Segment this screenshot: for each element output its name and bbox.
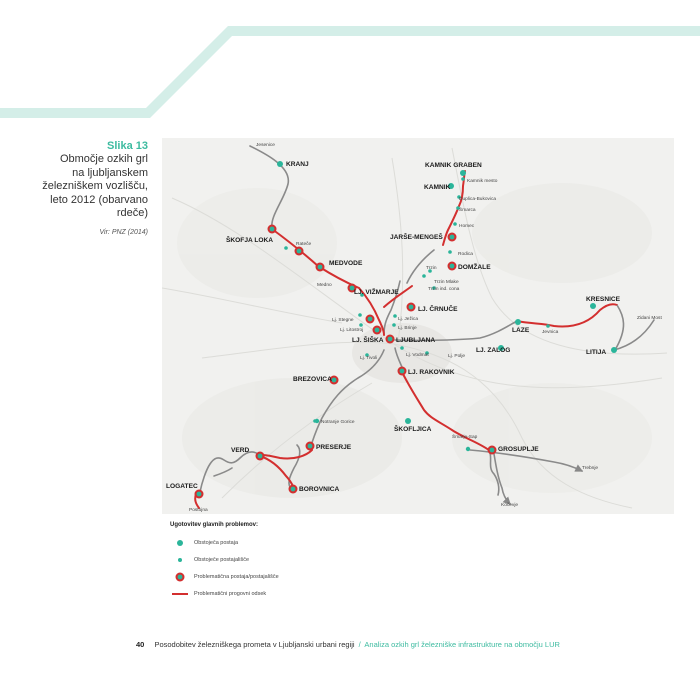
legend-title: Ugotovitev glavnih problemov: — [170, 522, 259, 528]
label-zidani-most: Zidani Most — [637, 316, 662, 321]
footer-separator: / — [358, 640, 361, 649]
label-lj-crnuce: LJ. ČRNUČE — [418, 306, 458, 313]
label-lj-rakovnik: LJ. RAKOVNIK — [408, 369, 455, 376]
station-dot-icon — [174, 537, 186, 549]
label-lj-siska: LJ. ŠIŠKA — [352, 337, 384, 344]
label-skofja-loka: ŠKOFJA LOKA — [226, 237, 274, 244]
label-smarca: Šmarca — [459, 208, 476, 213]
problem-station-icon — [174, 571, 186, 583]
label-ratece: Rateče — [296, 242, 312, 247]
label-lj-zalog: LJ. ZALOG — [476, 347, 511, 354]
railway-map — [162, 138, 674, 514]
label-laze: LAZE — [512, 327, 530, 334]
page-footer — [136, 640, 560, 649]
label-logatec: LOGATEC — [166, 483, 198, 490]
label-verd: VERD — [231, 447, 250, 454]
footer-subtitle: Analiza ozkih grl železniške infrastrukture na območju LUR — [364, 640, 560, 649]
label-lj-jezica: Lj. Ježica — [398, 317, 418, 322]
label-kocevje: Kočevje — [501, 503, 519, 508]
label-medno: Medno — [317, 283, 332, 288]
legend-label: Problematični progovni odsek — [194, 590, 267, 597]
label-medvode: MEDVODE — [329, 260, 363, 267]
legend-label: Problematična postaja/postajališče — [194, 573, 279, 580]
label-trzin-ind-cona: Trzin ind. cona — [428, 287, 460, 292]
label-trebnje: Trebnje — [582, 466, 599, 471]
caption-line: rdeče) — [116, 207, 148, 219]
label-trzin-mlake: Trzin Mlake — [434, 280, 459, 285]
page-number: 40 — [136, 640, 145, 649]
label-lj-vizmarje: LJ. VIŽMARJE — [354, 289, 399, 296]
label-duplica: Duplica-Bukovica — [459, 197, 497, 202]
label-brezovica: BREZOVICA — [293, 376, 332, 383]
halt-dot-icon — [174, 554, 186, 566]
label-lj-vodmat: Lj. Vodmat — [406, 353, 429, 358]
label-notranje-gorice: Notranje Gorice — [321, 420, 355, 425]
legend-item — [170, 585, 370, 602]
figure-caption — [0, 140, 148, 236]
label-rodica: Rodica — [458, 252, 473, 257]
header-banner — [0, 0, 700, 130]
label-skofljica: ŠKOFLJICA — [394, 426, 432, 433]
footer-title: Posodobitev železniškega prometa v Ljubljanski urbani regiji — [154, 640, 355, 649]
legend-label: Obstoječa postaja — [194, 539, 239, 546]
label-kamnik-graben: KAMNIK GRABEN — [425, 162, 482, 169]
label-ljubljana: LJUBLJANA — [396, 337, 436, 344]
problem-line-icon — [171, 588, 189, 600]
caption-line: na ljubljanskem — [72, 166, 148, 179]
legend-item — [170, 568, 370, 585]
label-litija: LITIJA — [586, 349, 607, 356]
label-kresnice: KRESNICE — [586, 296, 621, 303]
caption-text — [0, 153, 148, 221]
caption-title: Slika 13 — [107, 140, 148, 152]
caption-line: Območje ozkih grl — [59, 153, 148, 165]
label-lj-stegne: Lj. Stegne — [332, 318, 354, 323]
label-smarje-sap: Šmarje-Sap — [452, 435, 478, 440]
label-postojna: Postojna — [189, 508, 208, 513]
label-grosuplje: GROSUPLJE — [498, 446, 539, 453]
label-kamnik-mesto: Kamnik mesto — [467, 179, 498, 184]
label-jevnica: Jevnica — [542, 330, 559, 335]
label-preserje: PRESERJE — [316, 444, 352, 451]
legend-item — [170, 534, 370, 551]
label-domzale: DOMŽALE — [458, 264, 491, 271]
caption-source: Vir: PNZ (2014) — [99, 228, 148, 236]
label-lj-polje: Lj. Polje — [448, 354, 466, 359]
map-legend — [170, 522, 370, 602]
label-lj-litostroj: Lj. Litostroj — [340, 328, 364, 333]
label-trzin: Trzin — [426, 266, 437, 271]
label-lj-brinje: Lj. Brinje — [398, 326, 417, 331]
caption-line: železniškem vozlišču, — [42, 180, 148, 192]
legend-label: Obstoječe postajališče — [194, 556, 250, 563]
legend-item — [170, 551, 370, 568]
label-jarse-menges: JARŠE-MENGEŠ — [390, 234, 443, 241]
label-kranj: KRANJ — [286, 161, 309, 168]
label-kamnik: KAMNIK — [424, 184, 451, 191]
label-homec: Homec — [459, 224, 475, 229]
label-borovnica: BOROVNICA — [299, 486, 340, 493]
caption-line: leto 2012 (obarvano — [50, 193, 148, 206]
label-jesenice: Jesenice — [256, 143, 275, 148]
label-lj-tivoli: Lj. Tivoli — [360, 356, 378, 361]
